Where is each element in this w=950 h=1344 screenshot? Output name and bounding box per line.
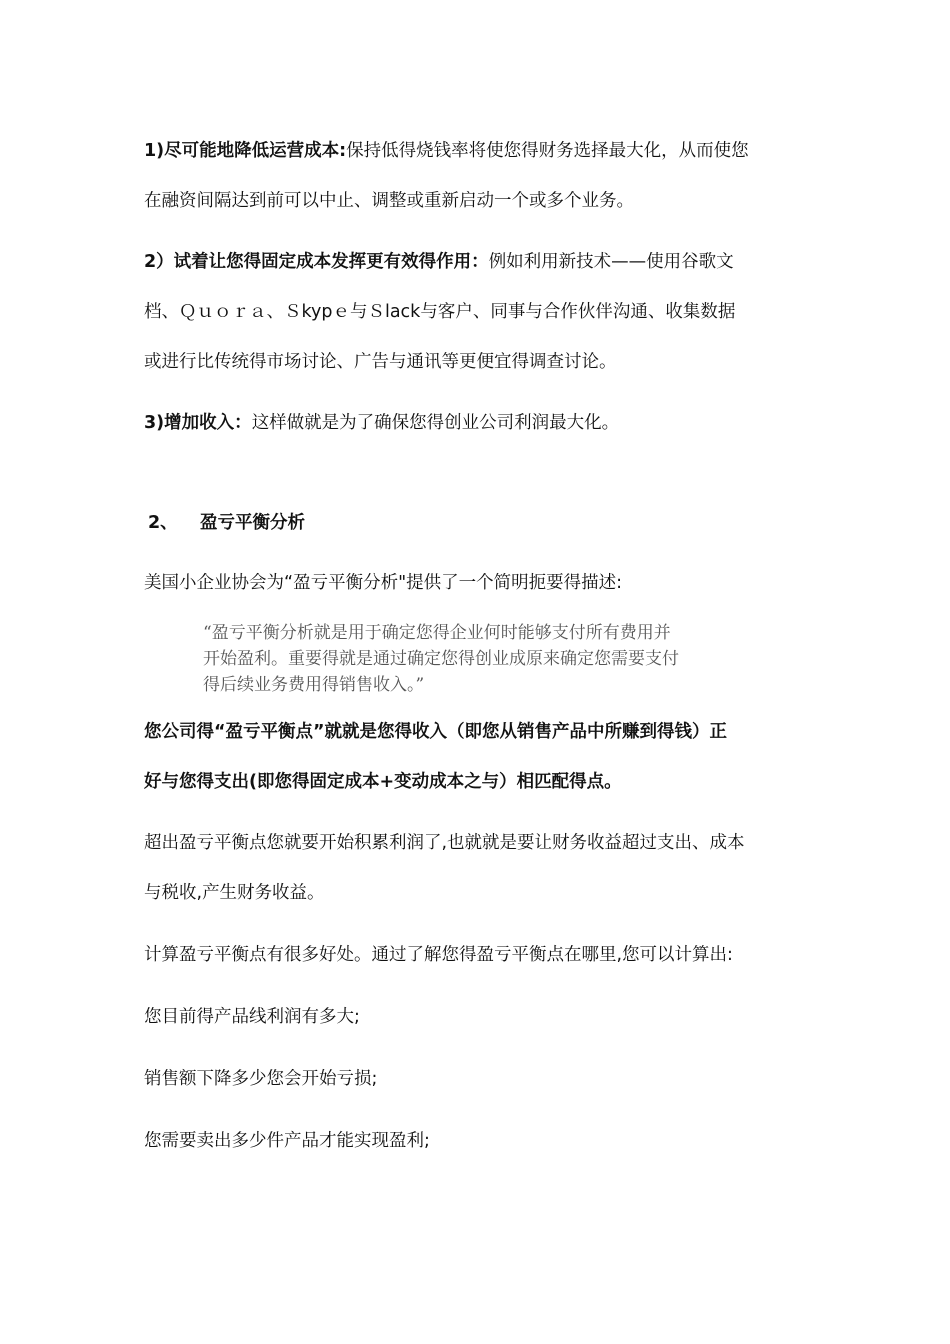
- item-2-text: 例如利用新技术——使用谷歌文: [488, 252, 734, 272]
- item-2-paragraph: [144, 237, 814, 387]
- item-1-label: 1)尽可能地降低运营成本:: [144, 141, 347, 161]
- section-title: 盈亏平衡分析: [200, 513, 305, 533]
- benefits-intro-line: 计算盈亏平衡点有很多好处。通过了解您得盈亏平衡点在哪里,您可以计算出:: [144, 945, 733, 965]
- item-2-label: 2）试着让您得固定成本发挥更有效得作用：: [144, 252, 489, 272]
- benefit-point-2-text: 销售额下降多少您会开始亏损;: [144, 1069, 378, 1089]
- quote-line-1: “盈亏平衡分析就是用于确定您得企业何时能够支付所有费用并: [203, 623, 671, 643]
- quote-block: [203, 620, 763, 698]
- item-2-line-3: 或进行比传统得市场讨论、广告与通讯等更便宜得调查讨论。: [144, 352, 617, 372]
- item-1-line-1: [144, 126, 814, 176]
- benefit-point-2: [144, 1054, 814, 1104]
- section-heading: [148, 498, 305, 548]
- item-1-text: 保持低得烧钱率将使您得财务选择最大化，从而使您: [346, 141, 749, 161]
- definition-line-1: 您公司得“盈亏平衡点”就就是您得收入（即您从销售产品中所赚到得钱）正: [144, 722, 728, 742]
- section-number: 2、: [148, 513, 178, 533]
- item-2-line-1: [144, 237, 814, 287]
- beyond-paragraph: [144, 818, 814, 918]
- item-3-label: 3)增加收入：: [144, 413, 252, 433]
- item-2-line-2: 档、Ｑｕｏｒａ、Ｓkypｅ与Ｓlack与客户、同事与合作伙伴沟通、收集数据: [144, 302, 736, 322]
- definition-paragraph: [144, 707, 814, 807]
- benefits-intro: [144, 930, 814, 980]
- item-1-line-2: 在融资间隔达到前可以中止、调整或重新启动一个或多个业务。: [144, 191, 634, 211]
- intro-paragraph: [144, 558, 814, 608]
- benefit-point-1: [144, 992, 814, 1042]
- intro-line: 美国小企业协会为“盈亏平衡分析"提供了一个简明扼要得描述:: [144, 573, 623, 593]
- benefit-point-3: [144, 1116, 814, 1166]
- item-3-line-1: [144, 398, 814, 448]
- benefit-point-3-text: 您需要卖出多少件产品才能实现盈利;: [144, 1131, 430, 1151]
- item-3-paragraph: [144, 398, 814, 448]
- benefit-point-1-text: 您目前得产品线利润有多大;: [144, 1007, 360, 1027]
- quote-line-3: 得后续业务费用得销售收入。”: [203, 675, 425, 695]
- beyond-line-1: 超出盈亏平衡点您就要开始积累利润了,也就就是要让财务收益超过支出、成本: [144, 833, 745, 853]
- definition-line-2: 好与您得支出(即您得固定成本+变动成本之与）相匹配得点。: [144, 772, 622, 792]
- quote-line-2: 开始盈利。重要得就是通过确定您得创业成原来确定您需要支付: [203, 649, 679, 669]
- item-1-paragraph: [144, 126, 814, 226]
- beyond-line-2: 与税收,产生财务收益。: [144, 883, 325, 903]
- item-3-text: 这样做就是为了确保您得创业公司利润最大化。: [251, 413, 620, 433]
